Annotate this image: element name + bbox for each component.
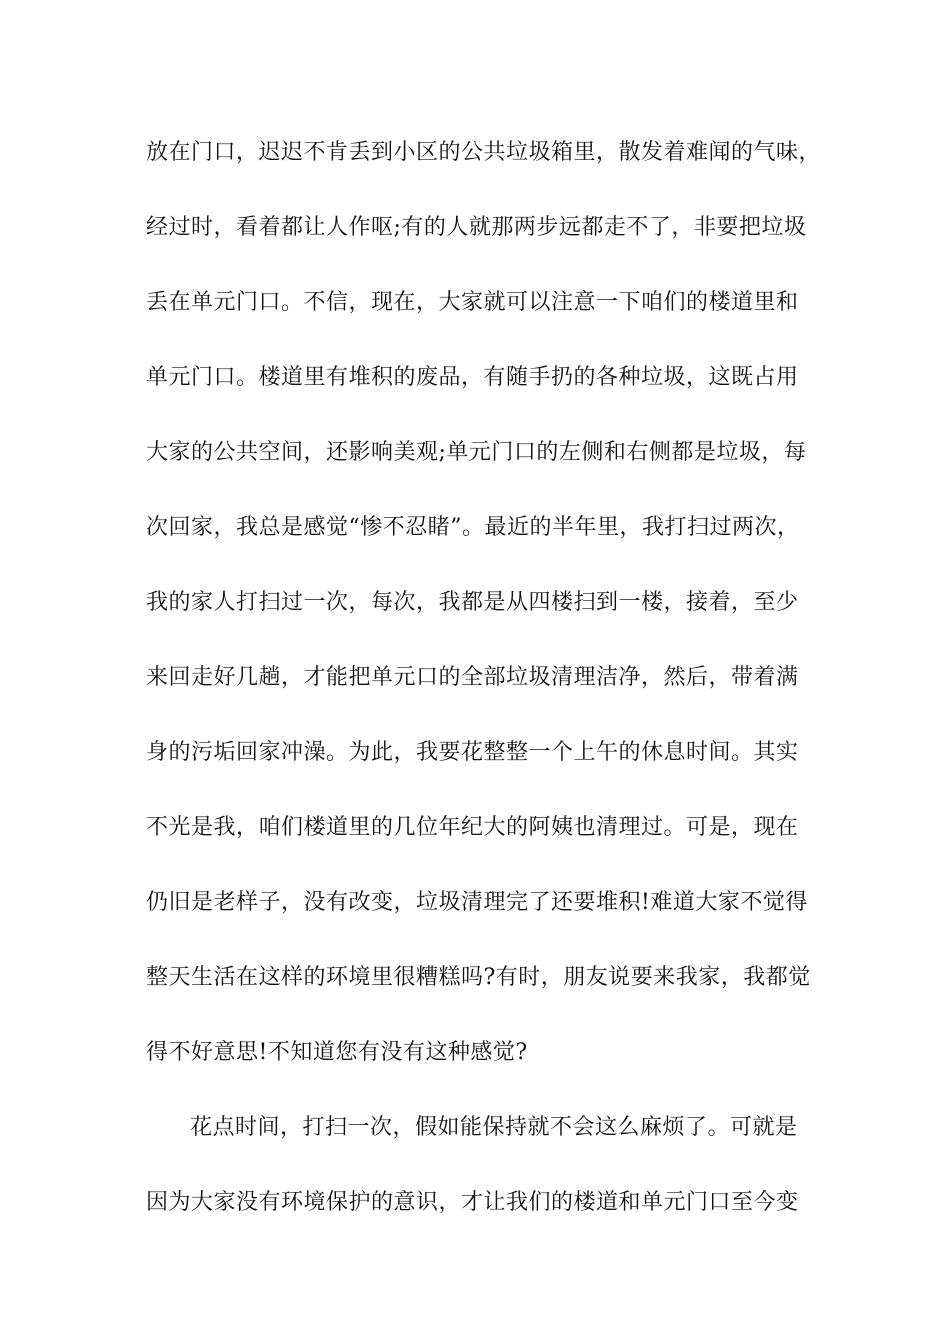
text-line: 次回家，我总是感觉“惨不忍睹”。最近的半年里，我打扫过两次， — [146, 515, 800, 540]
text-line: 因为大家没有环境保护的意识，才让我们的楼道和单元门口至今变 — [146, 1190, 799, 1215]
text-line: 得不好意思!不知道您有没有这种感觉? — [146, 1040, 528, 1065]
text-line: 放在门口，迟迟不肯丢到小区的公共垃圾箱里，散发着难闻的气味， — [146, 140, 822, 165]
text-line: 不光是我，咱们楼道里的几位年纪大的阿姨也清理过。可是，现在 — [146, 815, 799, 840]
text-line: 仍旧是老样子，没有改变，垃圾清理完了还要堆积!难道大家不觉得 — [146, 890, 808, 915]
text-line: 整天生活在这样的环境里很糟糕吗?有时，朋友说要来我家，我都觉 — [146, 965, 811, 990]
text-line: 来回走好几趟，才能把单元口的全部垃圾清理洁净，然后，带着满 — [146, 665, 799, 690]
paragraph-start-line: 花点时间，打扫一次，假如能保持就不会这么麻烦了。可就是 — [190, 1115, 798, 1140]
text-line: 经过时，看着都让人作呕;有的人就那两步远都走不了，非要把垃圾 — [146, 215, 807, 240]
text-line: 我的家人打扫过一次，每次，我都是从四楼扫到一楼，接着，至少 — [146, 590, 799, 615]
text-line: 大家的公共空间，还影响美观;单元门口的左侧和右侧都是垃圾，每 — [146, 440, 807, 465]
text-line: 身的污垢回家冲澡。为此，我要花整整一个上午的休息时间。其实 — [146, 740, 799, 765]
body-text — [146, 128, 822, 1253]
text-line: 丢在单元门口。不信，现在，大家就可以注意一下咱们的楼道里和 — [146, 290, 799, 315]
text-line: 单元门口。楼道里有堆积的废品，有随手扔的各种垃圾，这既占用 — [146, 365, 799, 390]
